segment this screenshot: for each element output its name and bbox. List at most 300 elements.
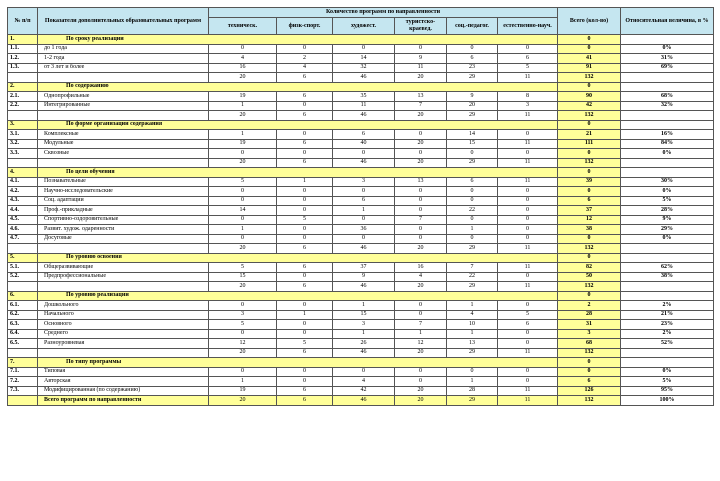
- value-cell: 6: [498, 320, 558, 330]
- value-cell: 0: [209, 234, 277, 244]
- col-relative-header: Относительная величина, в %: [621, 8, 714, 35]
- value-cell: 37: [333, 263, 395, 273]
- subtotal-row: [8, 244, 714, 254]
- subtotal-value: 29: [447, 111, 498, 121]
- value-cell: 9: [333, 272, 395, 282]
- row-label: Интегрированные: [38, 101, 209, 111]
- row-total: 38: [558, 225, 621, 235]
- value-cell: 0: [498, 215, 558, 225]
- row-percent: 0%: [621, 234, 714, 244]
- row-number: 2.2.: [8, 101, 38, 111]
- section-relative-cell: [621, 358, 714, 368]
- subtotal-row: [8, 158, 714, 168]
- value-cell: 5: [209, 177, 277, 187]
- section-title: По форме организации содержания: [38, 120, 558, 130]
- row-total: 0: [558, 44, 621, 54]
- table-row: [8, 149, 714, 159]
- value-cell: 0: [277, 367, 333, 377]
- row-number: 4.6.: [8, 225, 38, 235]
- row-total: 6: [558, 196, 621, 206]
- value-cell: 0: [498, 377, 558, 387]
- value-cell: 26: [333, 339, 395, 349]
- value-cell: 0: [333, 187, 395, 197]
- row-total: 3: [558, 329, 621, 339]
- row-label: Авторская: [38, 377, 209, 387]
- value-cell: 0: [333, 367, 395, 377]
- value-cell: 0: [333, 215, 395, 225]
- section-relative-cell: [621, 120, 714, 130]
- value-cell: 7: [395, 215, 447, 225]
- value-cell: 20: [447, 101, 498, 111]
- value-cell: 16: [395, 263, 447, 273]
- value-cell: 1: [209, 130, 277, 140]
- subtotal-value: 46: [333, 158, 395, 168]
- value-cell: 23: [447, 63, 498, 73]
- col-art-header: художест.: [333, 18, 395, 35]
- grand-total-sum: 132: [558, 396, 621, 406]
- row-number: 6.4.: [8, 329, 38, 339]
- value-cell: 0: [209, 196, 277, 206]
- subtotal-value: 11: [498, 282, 558, 292]
- row-number: 4.1.: [8, 177, 38, 187]
- subtotal-label-cell: [38, 244, 209, 254]
- subtotal-row: [8, 282, 714, 292]
- row-percent: 0%: [621, 367, 714, 377]
- value-cell: 32: [333, 63, 395, 73]
- subtotal-label-cell: [38, 73, 209, 83]
- section-number: 4.: [8, 168, 38, 178]
- value-cell: 1: [209, 225, 277, 235]
- subtotal-value: 11: [498, 348, 558, 358]
- subtotal-value: 20: [209, 73, 277, 83]
- value-cell: 0: [209, 149, 277, 159]
- section-title: По сроку реализации: [38, 35, 558, 45]
- value-cell: 3: [333, 177, 395, 187]
- row-number: 6.1.: [8, 301, 38, 311]
- row-label: Среднего: [38, 329, 209, 339]
- table-row: [8, 44, 714, 54]
- value-cell: 0: [209, 367, 277, 377]
- section-header-row: [8, 120, 714, 130]
- value-cell: 20: [395, 386, 447, 396]
- section-total: 0: [558, 291, 621, 301]
- row-number: 4.3.: [8, 196, 38, 206]
- value-cell: 0: [209, 329, 277, 339]
- subtotal-value: 20: [395, 244, 447, 254]
- section-total: 0: [558, 82, 621, 92]
- table-row: [8, 339, 714, 349]
- table-row: [8, 301, 714, 311]
- subtotal-value: 29: [447, 73, 498, 83]
- value-cell: 1: [447, 377, 498, 387]
- value-cell: 0: [209, 215, 277, 225]
- row-percent: 9%: [621, 215, 714, 225]
- subtotal-value: 46: [333, 244, 395, 254]
- value-cell: 0: [395, 225, 447, 235]
- value-cell: 19: [209, 386, 277, 396]
- section-relative-cell: [621, 253, 714, 263]
- value-cell: 3: [333, 320, 395, 330]
- row-label: Типовая: [38, 367, 209, 377]
- row-label: Комплексные: [38, 130, 209, 140]
- grand-total-value: 20: [209, 396, 277, 406]
- value-cell: 0: [498, 130, 558, 140]
- row-total: 41: [558, 54, 621, 64]
- row-number: 3.3.: [8, 149, 38, 159]
- table-row: [8, 92, 714, 102]
- value-cell: 3: [209, 310, 277, 320]
- value-cell: 5: [209, 263, 277, 273]
- value-cell: 0: [277, 196, 333, 206]
- value-cell: 15: [209, 272, 277, 282]
- value-cell: 36: [333, 225, 395, 235]
- value-cell: 0: [209, 187, 277, 197]
- value-cell: 14: [209, 206, 277, 216]
- row-percent: 30%: [621, 177, 714, 187]
- value-cell: 8: [498, 92, 558, 102]
- row-label: Предпрофессиональные: [38, 272, 209, 282]
- value-cell: 5: [498, 310, 558, 320]
- value-cell: 0: [395, 130, 447, 140]
- grand-total-percent: 100%: [621, 396, 714, 406]
- table-row: [8, 225, 714, 235]
- row-number: 3.2.: [8, 139, 38, 149]
- value-cell: 0: [395, 187, 447, 197]
- grand-total-value: 46: [333, 396, 395, 406]
- subtotal-num-cell: [8, 111, 38, 121]
- value-cell: 7: [395, 320, 447, 330]
- value-cell: 4: [277, 63, 333, 73]
- value-cell: 6: [277, 139, 333, 149]
- value-cell: 0: [498, 225, 558, 235]
- value-cell: 0: [395, 149, 447, 159]
- subtotal-value: 29: [447, 348, 498, 358]
- value-cell: 19: [209, 139, 277, 149]
- table-row: [8, 139, 714, 149]
- subtotal-value: 11: [498, 111, 558, 121]
- value-cell: 0: [277, 272, 333, 282]
- table-row: [8, 177, 714, 187]
- row-total: 39: [558, 177, 621, 187]
- table-row: [8, 263, 714, 273]
- value-cell: 0: [277, 320, 333, 330]
- value-cell: 10: [447, 320, 498, 330]
- value-cell: 40: [333, 139, 395, 149]
- grand-num-cell: [8, 396, 38, 406]
- subtotal-value: 6: [277, 73, 333, 83]
- value-cell: 0: [277, 149, 333, 159]
- grand-total-value: 6: [277, 396, 333, 406]
- row-number: 5.2.: [8, 272, 38, 282]
- row-label: Основного: [38, 320, 209, 330]
- subtotal-value: 20: [395, 73, 447, 83]
- row-percent: 2%: [621, 329, 714, 339]
- subtotal-value: 29: [447, 158, 498, 168]
- row-number: 4.4.: [8, 206, 38, 216]
- section-relative-cell: [621, 82, 714, 92]
- value-cell: 12: [209, 339, 277, 349]
- row-percent: 31%: [621, 54, 714, 64]
- row-label: Досуговые: [38, 234, 209, 244]
- table-row: [8, 63, 714, 73]
- value-cell: 0: [333, 234, 395, 244]
- subtotal-num-cell: [8, 158, 38, 168]
- section-title: По содержанию: [38, 82, 558, 92]
- section-number: 3.: [8, 120, 38, 130]
- row-percent: 69%: [621, 63, 714, 73]
- value-cell: 2: [277, 54, 333, 64]
- table-row: [8, 130, 714, 140]
- row-total: 31: [558, 320, 621, 330]
- value-cell: 11: [498, 386, 558, 396]
- row-number: 6.3.: [8, 320, 38, 330]
- value-cell: 11: [498, 263, 558, 273]
- value-cell: 22: [447, 272, 498, 282]
- value-cell: 11: [395, 63, 447, 73]
- col-science-header: естественно-науч.: [498, 18, 558, 35]
- row-percent: 5%: [621, 196, 714, 206]
- value-cell: 0: [447, 367, 498, 377]
- programs-table: [7, 7, 714, 406]
- header-row-1: [8, 8, 714, 18]
- subtotal-value: 20: [395, 111, 447, 121]
- row-percent: 5%: [621, 377, 714, 387]
- value-cell: 11: [333, 101, 395, 111]
- row-total: 28: [558, 310, 621, 320]
- col-total-header: Всего (кол-во): [558, 8, 621, 35]
- value-cell: 1: [277, 177, 333, 187]
- value-cell: 28: [447, 386, 498, 396]
- subtotal-num-cell: [8, 73, 38, 83]
- table-row: [8, 234, 714, 244]
- value-cell: 11: [498, 177, 558, 187]
- row-label: Сквозные: [38, 149, 209, 159]
- value-cell: 0: [498, 339, 558, 349]
- row-percent: 52%: [621, 339, 714, 349]
- row-percent: 38%: [621, 272, 714, 282]
- section-number: 7.: [8, 358, 38, 368]
- subtotal-row: [8, 111, 714, 121]
- value-cell: 19: [209, 92, 277, 102]
- row-total: 82: [558, 263, 621, 273]
- subtotal-value: 6: [277, 282, 333, 292]
- report-table-container: [7, 7, 713, 406]
- value-cell: 35: [333, 92, 395, 102]
- value-cell: 0: [395, 367, 447, 377]
- section-total: 0: [558, 253, 621, 263]
- value-cell: 0: [277, 44, 333, 54]
- value-cell: 1: [333, 206, 395, 216]
- value-cell: 0: [277, 101, 333, 111]
- value-cell: 13: [447, 339, 498, 349]
- value-cell: 12: [395, 339, 447, 349]
- value-cell: 13: [395, 92, 447, 102]
- value-cell: 0: [209, 44, 277, 54]
- value-cell: 3: [498, 101, 558, 111]
- section-number: 5.: [8, 253, 38, 263]
- row-total: 126: [558, 386, 621, 396]
- row-label: Спортивно-оздоровительные: [38, 215, 209, 225]
- value-cell: 1: [447, 329, 498, 339]
- row-number: 7.3.: [8, 386, 38, 396]
- value-cell: 0: [447, 234, 498, 244]
- value-cell: 0: [333, 149, 395, 159]
- value-cell: 4: [333, 377, 395, 387]
- value-cell: 0: [498, 301, 558, 311]
- subtotal-label-cell: [38, 282, 209, 292]
- subtotal-value: 20: [395, 282, 447, 292]
- subtotal-row: [8, 73, 714, 83]
- value-cell: 5: [277, 215, 333, 225]
- subtotal-total: 132: [558, 282, 621, 292]
- row-percent: 32%: [621, 101, 714, 111]
- group-header: Количество программ по направленности: [209, 8, 558, 18]
- subtotal-value: 20: [395, 158, 447, 168]
- row-percent: 2%: [621, 301, 714, 311]
- value-cell: 13: [395, 177, 447, 187]
- subtotal-value: 29: [447, 244, 498, 254]
- row-label: Научно-исследовательские: [38, 187, 209, 197]
- subtotal-percent-cell: [621, 111, 714, 121]
- table-body: [8, 35, 714, 406]
- value-cell: 0: [447, 196, 498, 206]
- row-total: 2: [558, 301, 621, 311]
- row-label: Познавательные: [38, 177, 209, 187]
- value-cell: 5: [277, 339, 333, 349]
- section-title: По уровню освоения: [38, 253, 558, 263]
- section-relative-cell: [621, 35, 714, 45]
- section-header-row: [8, 35, 714, 45]
- value-cell: 0: [498, 187, 558, 197]
- subtotal-value: 6: [277, 111, 333, 121]
- row-total: 68: [558, 339, 621, 349]
- value-cell: 0: [395, 377, 447, 387]
- row-total: 12: [558, 215, 621, 225]
- table-row: [8, 329, 714, 339]
- value-cell: 4: [447, 310, 498, 320]
- section-header-row: [8, 358, 714, 368]
- row-total: 21: [558, 130, 621, 140]
- row-label: до 1 года: [38, 44, 209, 54]
- row-label: Начального: [38, 310, 209, 320]
- value-cell: 0: [498, 234, 558, 244]
- table-row: [8, 377, 714, 387]
- value-cell: 0: [277, 234, 333, 244]
- value-cell: 9: [447, 92, 498, 102]
- value-cell: 6: [277, 386, 333, 396]
- subtotal-num-cell: [8, 282, 38, 292]
- row-number: 4.2.: [8, 187, 38, 197]
- table-row: [8, 367, 714, 377]
- subtotal-value: 20: [209, 282, 277, 292]
- value-cell: 0: [498, 196, 558, 206]
- section-title: По цели обучения: [38, 168, 558, 178]
- value-cell: 0: [277, 225, 333, 235]
- subtotal-value: 46: [333, 282, 395, 292]
- row-percent: 0%: [621, 149, 714, 159]
- grand-total-row: [8, 396, 714, 406]
- subtotal-percent-cell: [621, 244, 714, 254]
- row-percent: 16%: [621, 130, 714, 140]
- row-number: 1.2.: [8, 54, 38, 64]
- section-number: 6.: [8, 291, 38, 301]
- row-total: 42: [558, 101, 621, 111]
- value-cell: 42: [333, 386, 395, 396]
- value-cell: 0: [395, 301, 447, 311]
- subtotal-total: 132: [558, 244, 621, 254]
- value-cell: 5: [498, 63, 558, 73]
- row-label: Развит. худож. одаренности: [38, 225, 209, 235]
- table-row: [8, 310, 714, 320]
- value-cell: 1: [333, 301, 395, 311]
- value-cell: 0: [209, 301, 277, 311]
- section-relative-cell: [621, 168, 714, 178]
- value-cell: 15: [447, 139, 498, 149]
- row-number: 7.2.: [8, 377, 38, 387]
- subtotal-value: 11: [498, 244, 558, 254]
- value-cell: 20: [395, 139, 447, 149]
- row-number: 2.1.: [8, 92, 38, 102]
- row-number: 4.5.: [8, 215, 38, 225]
- value-cell: 9: [395, 54, 447, 64]
- value-cell: 0: [498, 329, 558, 339]
- value-cell: 11: [498, 139, 558, 149]
- value-cell: 5: [209, 320, 277, 330]
- value-cell: 0: [395, 234, 447, 244]
- row-number: 1.1.: [8, 44, 38, 54]
- subtotal-num-cell: [8, 348, 38, 358]
- value-cell: 0: [447, 187, 498, 197]
- col-tourism-header: туристско-краевед.: [395, 18, 447, 35]
- row-number: 6.2.: [8, 310, 38, 320]
- col-social-header: соц.-педагог.: [447, 18, 498, 35]
- col-sport-header: физк-спорт.: [277, 18, 333, 35]
- col-technical-header: техническ.: [209, 18, 277, 35]
- value-cell: 0: [498, 149, 558, 159]
- section-total: 0: [558, 358, 621, 368]
- row-number: 3.1.: [8, 130, 38, 140]
- value-cell: 1: [447, 225, 498, 235]
- subtotal-value: 46: [333, 73, 395, 83]
- subtotal-value: 20: [395, 348, 447, 358]
- subtotal-total: 132: [558, 348, 621, 358]
- row-percent: 28%: [621, 206, 714, 216]
- value-cell: 1: [333, 329, 395, 339]
- subtotal-value: 20: [209, 111, 277, 121]
- value-cell: 7: [395, 101, 447, 111]
- row-percent: 62%: [621, 263, 714, 273]
- subtotal-value: 20: [209, 244, 277, 254]
- row-percent: 0%: [621, 187, 714, 197]
- value-cell: 0: [498, 206, 558, 216]
- row-total: 6: [558, 377, 621, 387]
- row-label: Модульные: [38, 139, 209, 149]
- table-row: [8, 215, 714, 225]
- value-cell: 15: [333, 310, 395, 320]
- row-label: Проф.-прикладные: [38, 206, 209, 216]
- value-cell: 16: [209, 63, 277, 73]
- table-row: [8, 187, 714, 197]
- section-header-row: [8, 82, 714, 92]
- row-label: Однопрофильные: [38, 92, 209, 102]
- row-number: 6.5.: [8, 339, 38, 349]
- row-number: 7.1.: [8, 367, 38, 377]
- value-cell: 0: [333, 44, 395, 54]
- value-cell: 0: [395, 44, 447, 54]
- subtotal-percent-cell: [621, 348, 714, 358]
- subtotal-value: 46: [333, 111, 395, 121]
- table-row: [8, 54, 714, 64]
